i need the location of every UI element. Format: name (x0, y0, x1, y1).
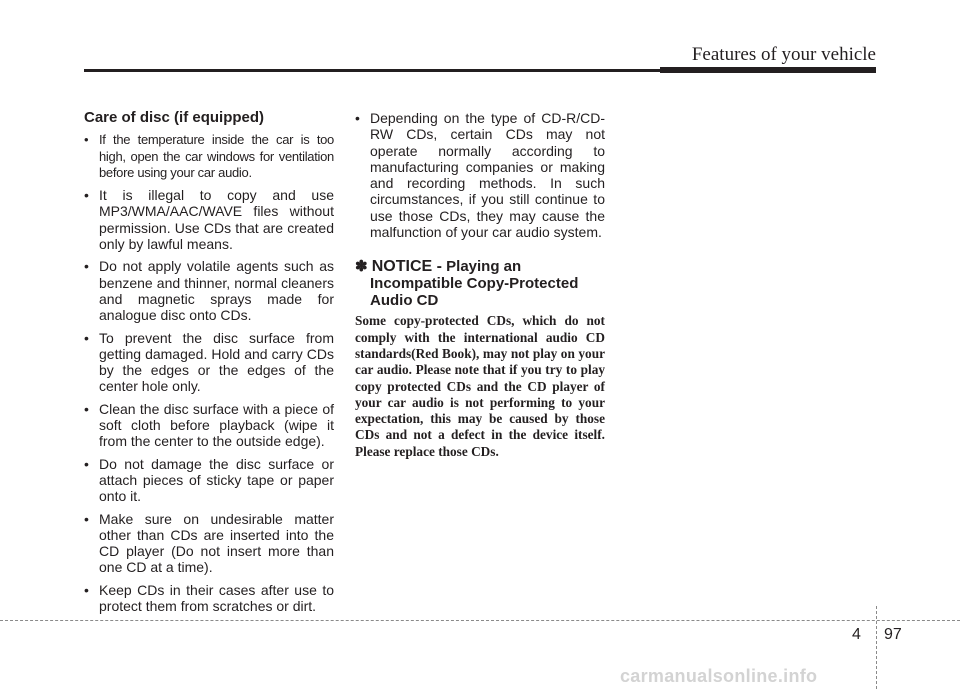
page-header-title: Features of your vehicle (691, 44, 876, 65)
list-item: • Depending on the type of CD-R/CD-RW CDs, certain CDs may not operate normally according to manufacturing companies or making and recording methods. In such circumstances, if you still continue to use those CDs, they may cause the malfunction of your car audio system. (355, 110, 605, 240)
notice-star-icon: ✽ (355, 258, 368, 276)
notice-body: Some copy-protected CDs, which do not comply with the international audio CD standards(Red Book), may not play on your car audio. Please note that if you try to play copy protected CDs and the CD player of your car audio is not performing to your expectation, this may be caused by those CDs and not a defect in the device itself. Please replace those CDs. (355, 313, 605, 459)
notice-title: Playing an Incompatible Copy-Protected Audio CD (370, 258, 579, 310)
page-number-divider (876, 606, 877, 689)
watermark: carmanualsonline.info (620, 666, 818, 686)
care-list (84, 132, 334, 614)
list-item: • Make sure on undesirable matter other than CDs are inserted into the CD player (Do not insert more than one CD at a time). (84, 511, 334, 576)
list-item: • Do not apply volatile agents such as benzene and thinner, normal cleaners and magnetic sprays made for analogue disc onto CDs. (84, 258, 334, 323)
list-item: • Keep CDs in their cases after use to protect them from scratches or dirt. (84, 582, 334, 615)
list-item: • If the temperature inside the car is too high, open the car windows for ventilation before using your car audio. (84, 132, 334, 181)
header-bar (660, 67, 876, 73)
section-heading: Care of disc (if equipped) (84, 109, 265, 126)
notice-heading (355, 258, 605, 309)
list-item: • Do not damage the disc surface or attach pieces of sticky tape or paper onto it. (84, 456, 334, 505)
header-rule (84, 69, 664, 72)
chapter-number: 4 (852, 626, 861, 643)
notice-label: NOTICE - (371, 258, 442, 276)
list-item: • To prevent the disc surface from getting damaged. Hold and carry CDs by the edges or the edges of the center hole only. (84, 330, 334, 395)
footer-divider (0, 620, 960, 621)
list-item: • Clean the disc surface with a piece of soft cloth before playback (wipe it from the center to the outside edge). (84, 401, 334, 450)
page-number: 97 (884, 626, 902, 643)
list-item: • It is illegal to copy and use MP3/WMA/AAC/WAVE files without permission. Use CDs that are created only by lawful means. (84, 187, 334, 252)
cd-type-list (355, 110, 605, 240)
left-column (84, 110, 334, 620)
right-column (355, 110, 605, 460)
